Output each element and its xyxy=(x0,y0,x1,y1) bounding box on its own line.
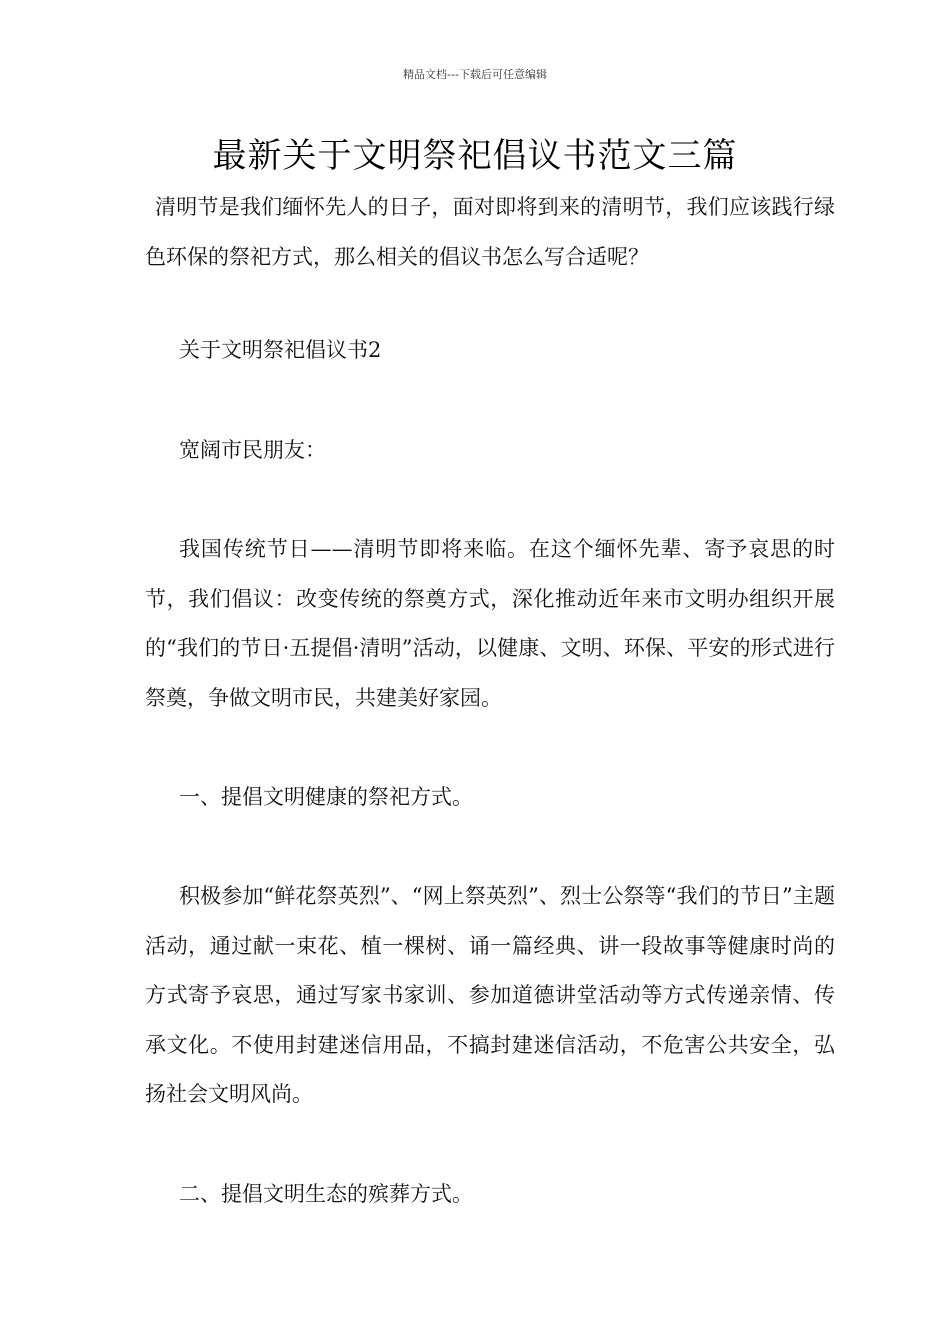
salutation: 宽阔市民朋友： xyxy=(179,438,326,462)
heading-1-block xyxy=(145,773,835,823)
paragraph-2: 积极参加“鲜花祭英烈”、“网上祭英烈”、烈士公祭等“我们的节日”主题活动，通过献一束花、植一棵树、诵一篇经典、讲一段故事等健康时尚的方式寄予哀思，通过写家书家训、参加道德讲堂活动等方式传递亲情、传承文化。不使用封建迷信用品，不搞封建迷信活动，不危害公共安全，弘扬社会文明风尚。 xyxy=(145,884,835,1106)
page-header-note: 精品文档---下载后可任意编辑 xyxy=(403,68,547,81)
section-subtitle: 关于文明祭祀倡议书2 xyxy=(179,338,382,362)
heading-2: 二、提倡文明生态的殡葬方式。 xyxy=(179,1182,473,1206)
paragraph-1-block xyxy=(145,525,835,723)
subtitle-block xyxy=(145,326,835,376)
salutation-block xyxy=(145,426,835,476)
heading-1: 一、提倡文明健康的祭祀方式。 xyxy=(179,785,473,809)
paragraph-1: 我国传统节日——清明节即将来临。在这个缅怀先辈、寄予哀思的时节，我们倡议：改变传统的祭奠方式，深化推动近年来市文明办组织开展的“我们的节日·五提倡·清明”活动，以健康、文明、环保、平安的形式进行祭奠，争做文明市民，共建美好家园。 xyxy=(145,537,835,710)
heading-2-block xyxy=(145,1170,835,1220)
document-title: 最新关于文明祭祀倡议书范文三篇 xyxy=(212,136,738,176)
intro-paragraph-block xyxy=(145,183,835,282)
paragraph-2-block xyxy=(145,872,835,1120)
intro-paragraph: 清明节是我们缅怀先人的日子，面对即将到来的清明节，我们应该践行绿色环保的祭祀方式，那么相关的倡议书怎么写合适呢？ xyxy=(145,195,835,269)
